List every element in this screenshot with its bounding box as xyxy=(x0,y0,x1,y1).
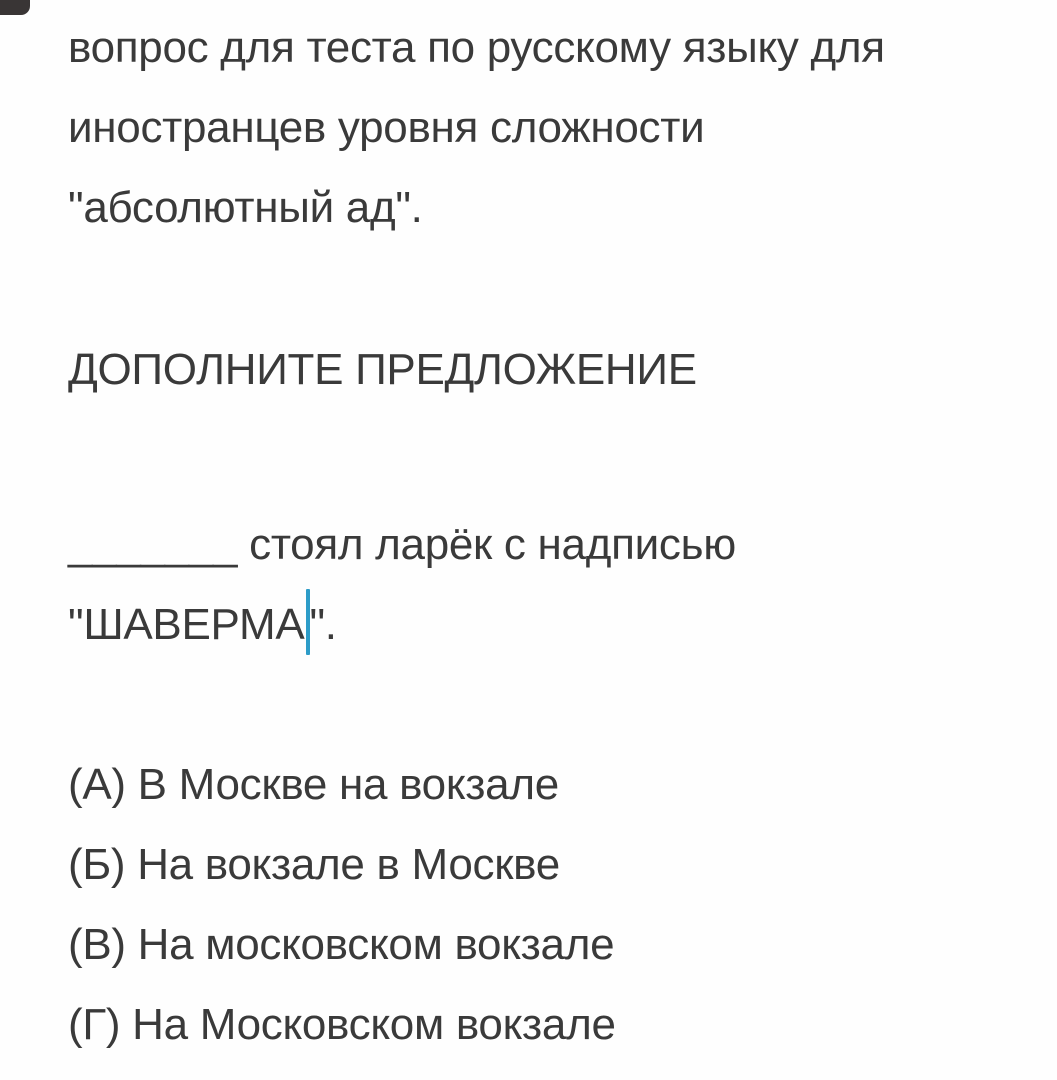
intro-line-3: "абсолютный ад". xyxy=(68,183,423,232)
answer-option-b: (Б) На вокзале в Москве xyxy=(68,840,560,889)
sentence-line2-tail: ". xyxy=(309,600,337,649)
corner-cutoff-mark xyxy=(0,0,30,15)
answer-option-a: (А) В Москве на вокзале xyxy=(68,760,559,809)
intro-line-1: вопрос для теста по русскому языку для xyxy=(68,23,885,72)
answer-options-list xyxy=(68,745,1037,1065)
quiz-sentence-editable[interactable] xyxy=(68,505,1037,665)
intro-paragraph xyxy=(68,8,1037,248)
sentence-line-2 xyxy=(68,585,1037,665)
sentence-line-1: _______ стоял ларёк с надписью xyxy=(68,520,736,569)
sentence-line2-text: "ШАВЕРМА xyxy=(68,600,305,649)
task-heading: ДОПОЛНИТЕ ПРЕДЛОЖЕНИЕ xyxy=(68,345,697,394)
answer-option-v: (В) На московском вокзале xyxy=(68,920,615,969)
answer-option-g: (Г) На Московском вокзале xyxy=(68,1000,616,1049)
intro-line-2: иностранцев уровня сложности xyxy=(68,103,705,152)
message-text-body xyxy=(68,8,1037,1065)
